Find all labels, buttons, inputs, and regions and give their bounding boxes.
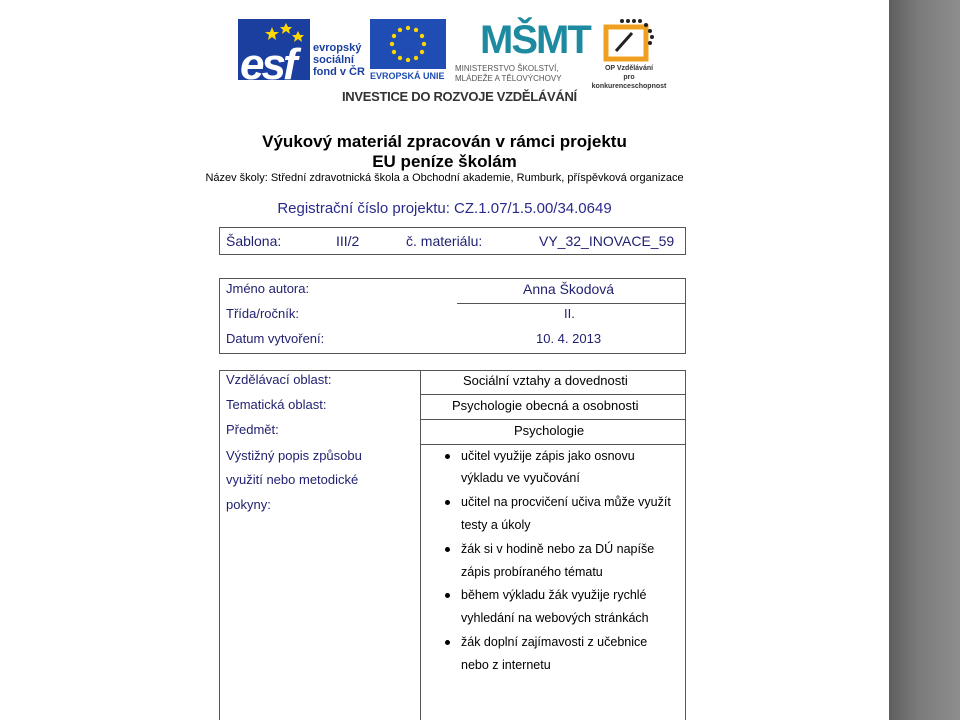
info-row-divider-1 [420, 394, 686, 395]
subject-label: Předmět: [226, 422, 279, 437]
bullet-marker [445, 547, 450, 552]
msmt-line-2: MLÁDEŽE A TĚLOVÝCHOVY [455, 74, 562, 83]
sablona-label: Šablona: [226, 233, 282, 249]
msmt-logo: MŠMT [480, 18, 590, 62]
bullet-marker [445, 640, 450, 645]
esf-line-3: fond v ČR [313, 66, 365, 78]
bullet-2-line-1: učitel na procvičení učiva může využít [461, 495, 671, 509]
topic-value: Psychologie obecná a osobnosti [452, 398, 639, 413]
bullet-5-line-1: žák doplní zajímavosti z učebnice [461, 635, 648, 649]
desc-label-line-2: využití nebo metodické [226, 472, 359, 487]
class-label: Třída/ročník: [226, 306, 299, 321]
slide-sidebar [889, 0, 960, 720]
bullet-3-line-2: zápis probíraného tématu [461, 565, 603, 579]
area-label: Vzdělávací oblast: [226, 372, 332, 387]
school-name: Název školy: Střední zdravotnická škola a Obchodní akademie, Rumburk, příspěvková organizace [205, 172, 684, 184]
sablona-value: III/2 [336, 233, 360, 249]
esf-caption [313, 42, 365, 78]
registration-number: Registrační číslo projektu: CZ.1.07/1.5.00/34.0649 [277, 200, 612, 217]
desc-label-line-1: Výstižný popis způsobu [226, 448, 362, 463]
desc-label-line-3: pokyny: [226, 497, 271, 512]
eu-caption: EVROPSKÁ UNIE [370, 71, 445, 81]
op-logo [602, 17, 658, 63]
info-table-column-divider [420, 370, 421, 720]
date-label: Datum vytvoření: [226, 331, 325, 346]
op-line-1: OP Vzdělávání [604, 65, 654, 72]
invest-slogan: INVESTICE DO ROZVOJE VZDĚLÁVÁNÍ [342, 89, 577, 104]
area-value: Sociální vztahy a dovednosti [463, 373, 628, 388]
title-line-2: EU peníze školám [372, 152, 517, 171]
bullet-4-line-2: vyhledání na webových stránkách [461, 611, 649, 625]
bullet-marker [445, 500, 450, 505]
bullet-2-line-2: testy a úkoly [461, 518, 531, 532]
msmt-line-1: MINISTERSTVO ŠKOLSTVÍ, [455, 64, 559, 73]
esf-line-2: sociální [313, 54, 354, 66]
date-value: 10. 4. 2013 [536, 331, 602, 346]
author-divider [457, 303, 686, 304]
msmt-caption [455, 64, 562, 84]
bullet-marker [445, 593, 450, 598]
bullet-3-line-1: žák si v hodině nebo za DÚ napíše [461, 542, 655, 556]
material-label: č. materiálu: [406, 233, 483, 249]
material-value: VY_32_INOVACE_59 [539, 233, 675, 249]
info-row-divider-3 [420, 444, 686, 445]
subject-value: Psychologie [514, 423, 585, 438]
esf-line-1: evropský [313, 42, 362, 54]
eu-flag-logo [370, 19, 446, 69]
esf-letters: esf [240, 40, 295, 89]
class-value: II. [564, 306, 575, 321]
bullet-1-line-1: učitel využije zápis jako osnovu [461, 449, 635, 463]
author-value: Anna Škodová [523, 281, 615, 297]
info-row-divider-2 [420, 419, 686, 420]
bullet-1-line-2: výkladu ve vyučování [461, 471, 580, 485]
topic-label: Tematická oblast: [226, 397, 327, 412]
op-caption [589, 64, 669, 91]
bullet-marker [445, 454, 450, 459]
op-line-2: pro konkurenceschopnost [591, 74, 667, 90]
author-label: Jméno autora: [226, 281, 310, 296]
bullet-4-line-1: během výkladu žák využije rychlé [461, 588, 647, 602]
bullet-5-line-2: nebo z internetu [461, 658, 551, 672]
title-line-1: Výukový materiál zpracován v rámci projektu [262, 132, 627, 151]
